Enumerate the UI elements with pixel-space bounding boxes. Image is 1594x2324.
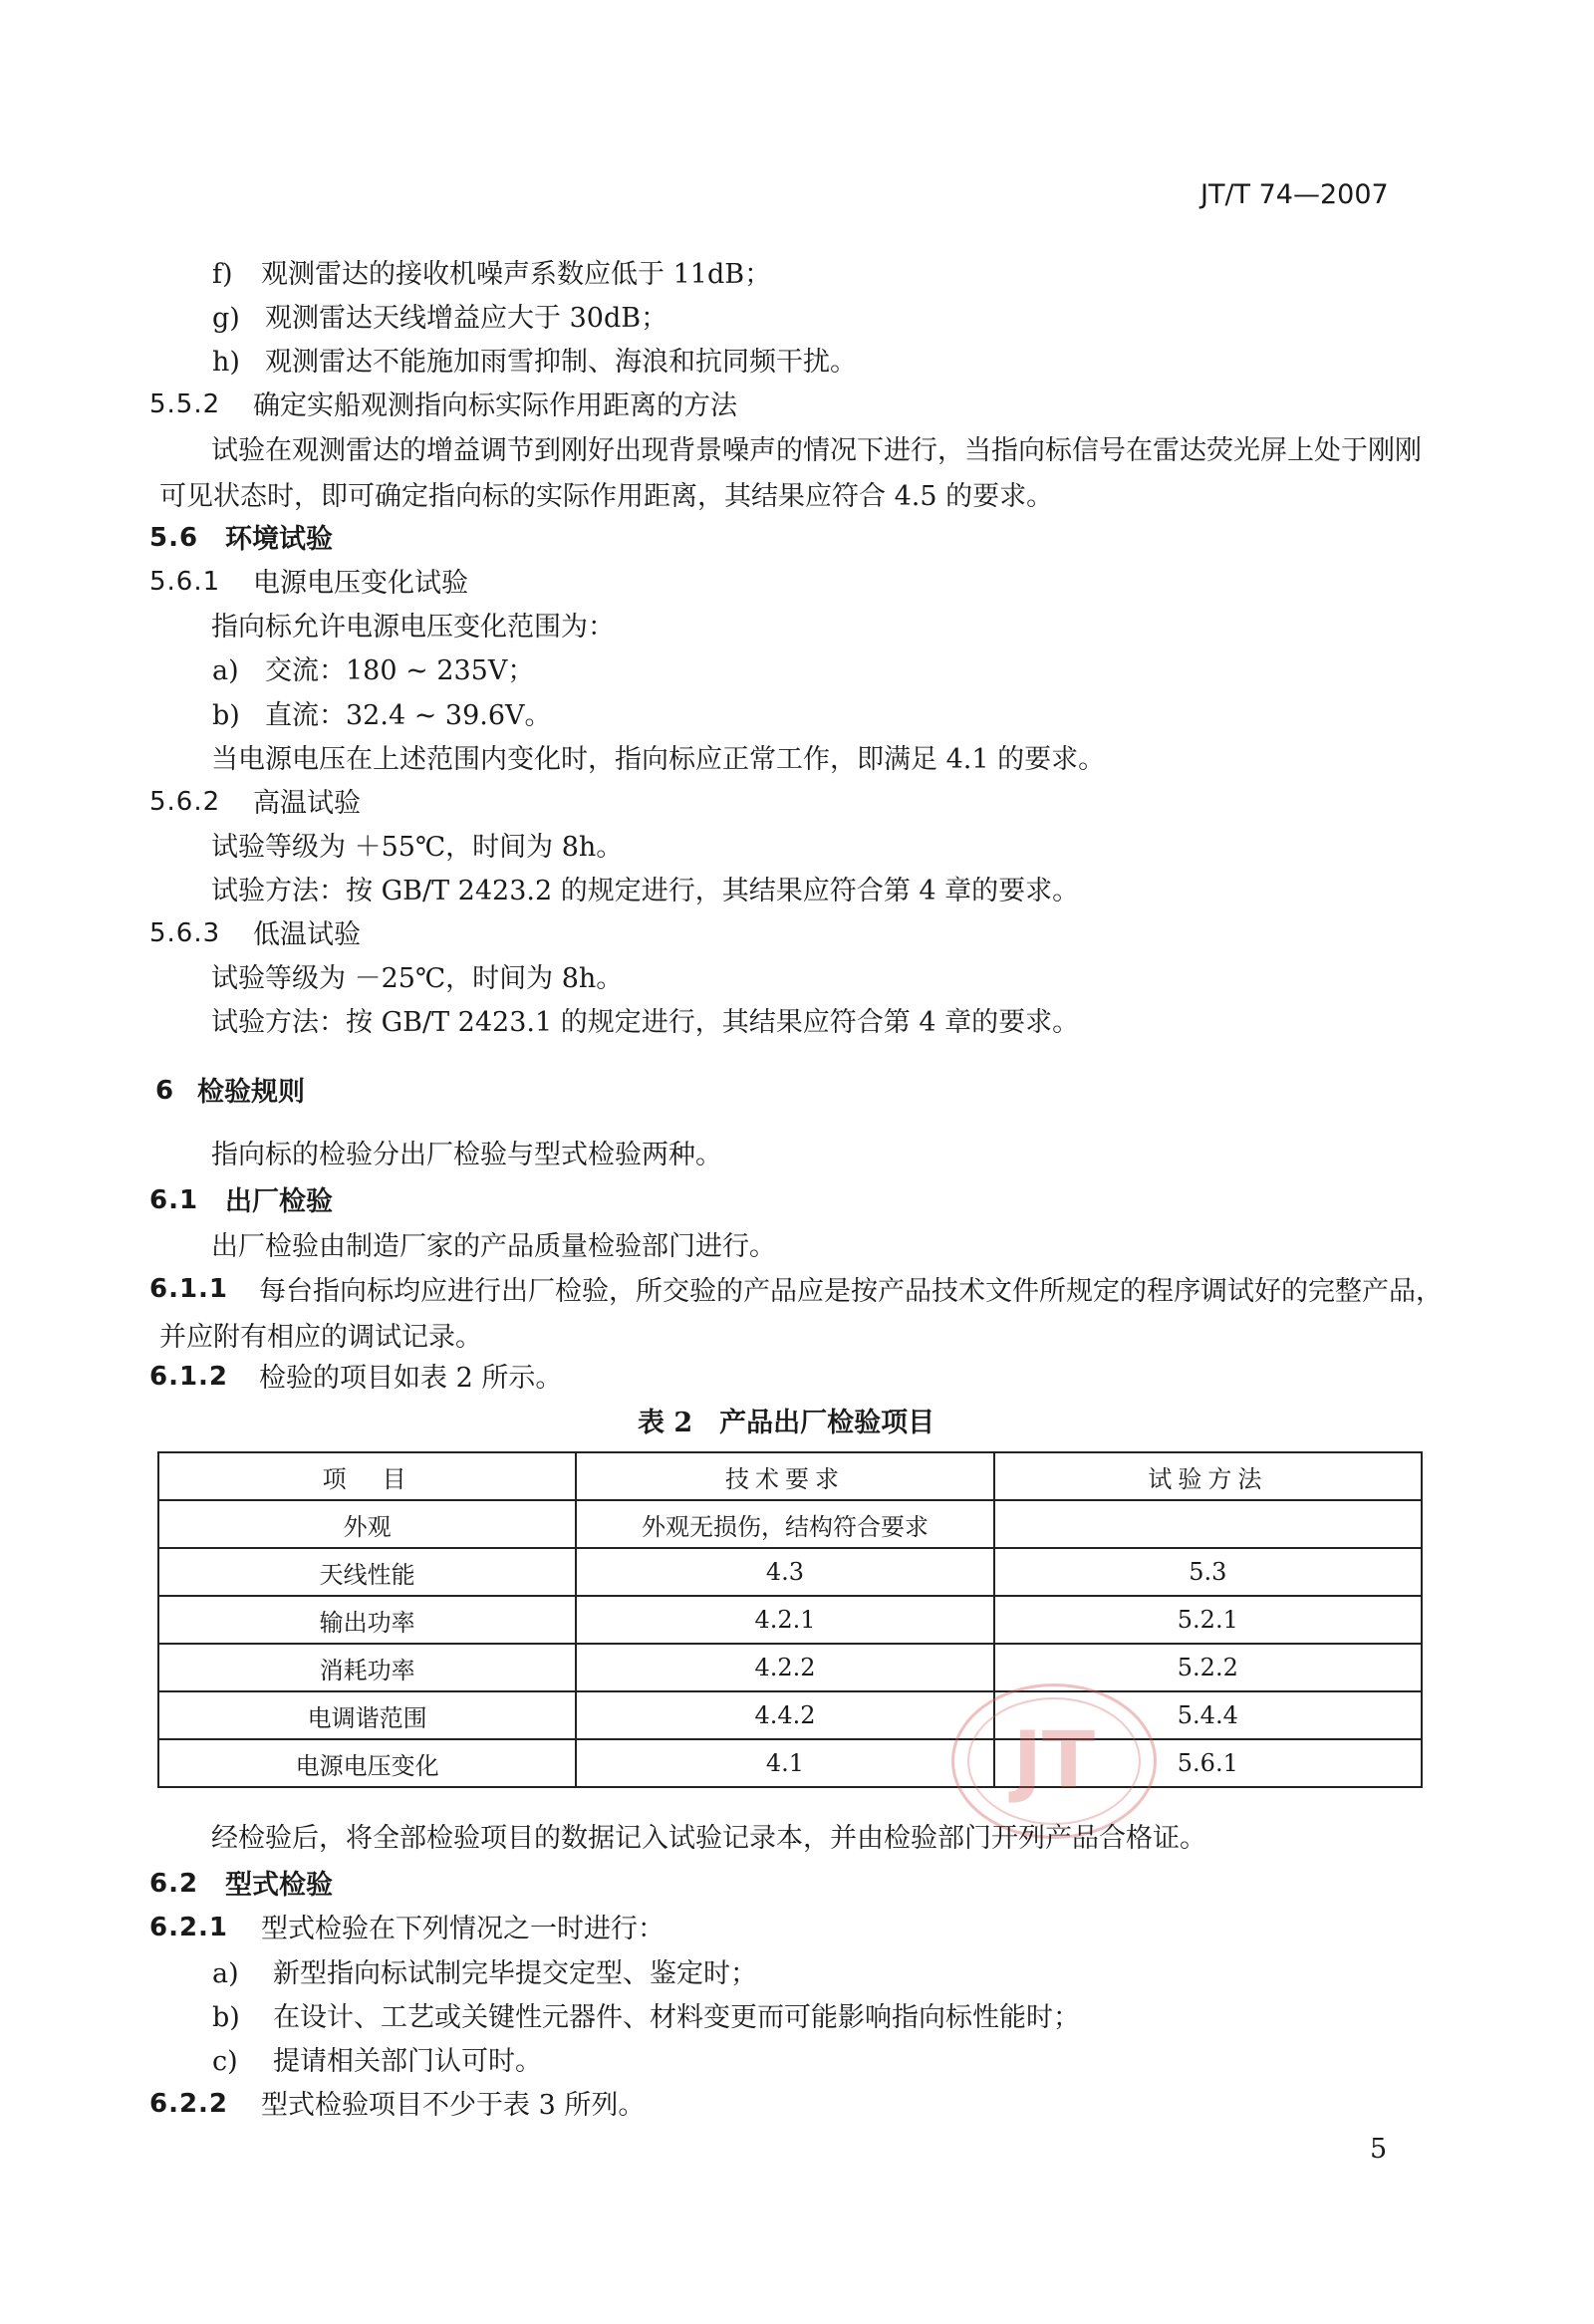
- section-number: 5.6.3: [149, 918, 221, 948]
- paragraph: 试验等级为 ＋55℃，时间为 8h。: [211, 832, 624, 863]
- inspection-items-table: [157, 1451, 1423, 1788]
- list-item-label: c): [212, 2046, 238, 2077]
- table-cell: 4.4.2: [576, 1691, 993, 1739]
- table-caption: 表 2 产品出厂检验项目: [638, 1408, 935, 1438]
- section-heading: 型式检验: [225, 1870, 333, 1901]
- page-number: 5: [1370, 2134, 1388, 2165]
- section-number: 6.2.1: [149, 1913, 229, 1942]
- section-number: 5.6: [149, 523, 199, 553]
- stamp-text: JT: [967, 1697, 1141, 1825]
- section-heading: 电源电压变化试验: [253, 568, 468, 599]
- table-cell: 天线性能: [158, 1548, 576, 1596]
- paragraph: 每台指向标均应进行出厂检验，所交验的产品应是按产品技术文件所规定的程序调试好的完整产品，并应附有相应的调试记录。: [159, 1276, 1443, 1353]
- paragraph: 检验的项目如表 2 所示。: [259, 1363, 563, 1394]
- table-cell: 5.2.2: [994, 1644, 1422, 1691]
- paragraph: 出厂检验由制造厂家的产品质量检验部门进行。: [211, 1231, 776, 1262]
- table-cell: 5.6.1: [994, 1739, 1422, 1787]
- section-number: 5.6.1: [149, 567, 221, 597]
- table-cell: 输出功率: [158, 1596, 576, 1644]
- section-heading: 高温试验: [253, 788, 361, 819]
- table-cell: 4.2.1: [576, 1596, 993, 1644]
- list-item: 观测雷达不能施加雨雪抑制、海浪和抗同频干扰。: [265, 347, 857, 378]
- paragraph: 当电源电压在上述范围内变化时，指向标应正常工作，即满足 4.1 的要求。: [211, 744, 1106, 775]
- list-item: 直流：32.4 ~ 39.6V。: [265, 700, 552, 731]
- paragraph: 型式检验在下列情况之一时进行：: [261, 1914, 664, 1944]
- list-item-label: a): [212, 1958, 239, 1989]
- table-row: [158, 1691, 1422, 1739]
- table-cell: 4.3: [576, 1548, 993, 1596]
- table-cell: 5.2.1: [994, 1596, 1422, 1644]
- paragraph: 试验方法：按 GB/T 2423.2 的规定进行，其结果应符合第 4 章的要求。: [211, 876, 1080, 906]
- paragraph: 指向标允许电源电压变化范围为：: [211, 612, 615, 643]
- table-cell: 4.2.2: [576, 1644, 993, 1691]
- table-cell: 电源电压变化: [158, 1739, 576, 1787]
- section-number: 6.2.2: [149, 2089, 229, 2119]
- table-cell: 5.4.4: [994, 1691, 1422, 1739]
- list-item: 观测雷达天线增益应大于 30dB；: [265, 303, 668, 334]
- section-number: 6.1: [149, 1185, 199, 1215]
- table-cell: 电调谐范围: [158, 1691, 576, 1739]
- list-item: 观测雷达的接收机噪声系数应低于 11dB；: [261, 259, 772, 290]
- table-cell: 5.3: [994, 1548, 1422, 1596]
- paragraph: 试验等级为 －25℃，时间为 8h。: [211, 963, 624, 994]
- section-number: 6.2: [149, 1869, 199, 1899]
- paragraph: 型式检验项目不少于表 3 所列。: [261, 2090, 646, 2121]
- table-header-row: [158, 1452, 1422, 1500]
- list-item: 新型指向标试制完毕提交定型、鉴定时；: [273, 1958, 757, 1989]
- table-row: [158, 1548, 1422, 1596]
- list-item-label: b): [212, 2002, 240, 2033]
- paragraph: 指向标的检验分出厂检验与型式检验两种。: [211, 1140, 722, 1170]
- section-number: 5.6.2: [149, 787, 221, 817]
- table-cell: 消耗功率: [158, 1644, 576, 1691]
- column-header: 技术要求: [576, 1452, 993, 1500]
- list-item-label: b): [212, 700, 240, 731]
- section-heading: 出厂检验: [225, 1186, 333, 1217]
- document-id: JT/T 74—2007: [1200, 179, 1389, 210]
- list-item-label: f): [212, 259, 233, 290]
- table-row: [158, 1500, 1422, 1548]
- paragraph: 经检验后，将全部检验项目的数据记入试验记录本，并由检验部门开列产品合格证。: [211, 1823, 1206, 1854]
- list-item: 提请相关部门认可时。: [273, 2046, 542, 2077]
- column-header: 项 目: [158, 1452, 576, 1500]
- table-row: [158, 1596, 1422, 1644]
- table-row: [158, 1739, 1422, 1787]
- paragraph: 试验在观测雷达的增益调节到刚好出现背景噪声的情况下进行，当指向标信号在雷达荧光屏上处于刚刚可见状态时，即可确定指向标的实际作用距离，其结果应符合 4.5 的要求。: [159, 435, 1422, 512]
- list-item-label: a): [212, 655, 239, 686]
- section-heading: 环境试验: [225, 524, 333, 555]
- list-item-label: g): [212, 303, 240, 334]
- paragraph: 试验方法：按 GB/T 2423.1 的规定进行，其结果应符合第 4 章的要求。: [211, 1007, 1080, 1038]
- list-item: 在设计、工艺或关键性元器件、材料变更而可能影响指向标性能时；: [273, 2002, 1080, 2033]
- chapter-heading: 检验规则: [197, 1077, 305, 1108]
- table-cell: [994, 1500, 1422, 1548]
- section-number: 5.5.2: [149, 389, 221, 419]
- table-cell: 外观无损伤，结构符合要求: [576, 1500, 993, 1548]
- table-cell: 4.1: [576, 1739, 993, 1787]
- section-number: 6.1.1: [149, 1274, 229, 1304]
- section-heading: 低温试验: [253, 919, 361, 950]
- column-header: 试验方法: [994, 1452, 1422, 1500]
- table-row: [158, 1644, 1422, 1691]
- list-item-label: h): [212, 347, 240, 378]
- section-number: 6.1.2: [149, 1362, 229, 1392]
- chapter-number: 6: [155, 1076, 175, 1106]
- jt-seal-stamp: [951, 1683, 1157, 1839]
- table-cell: 外观: [158, 1500, 576, 1548]
- section-heading: 确定实船观测指向标实际作用距离的方法: [253, 390, 737, 421]
- list-item: 交流：180 ~ 235V；: [265, 655, 535, 686]
